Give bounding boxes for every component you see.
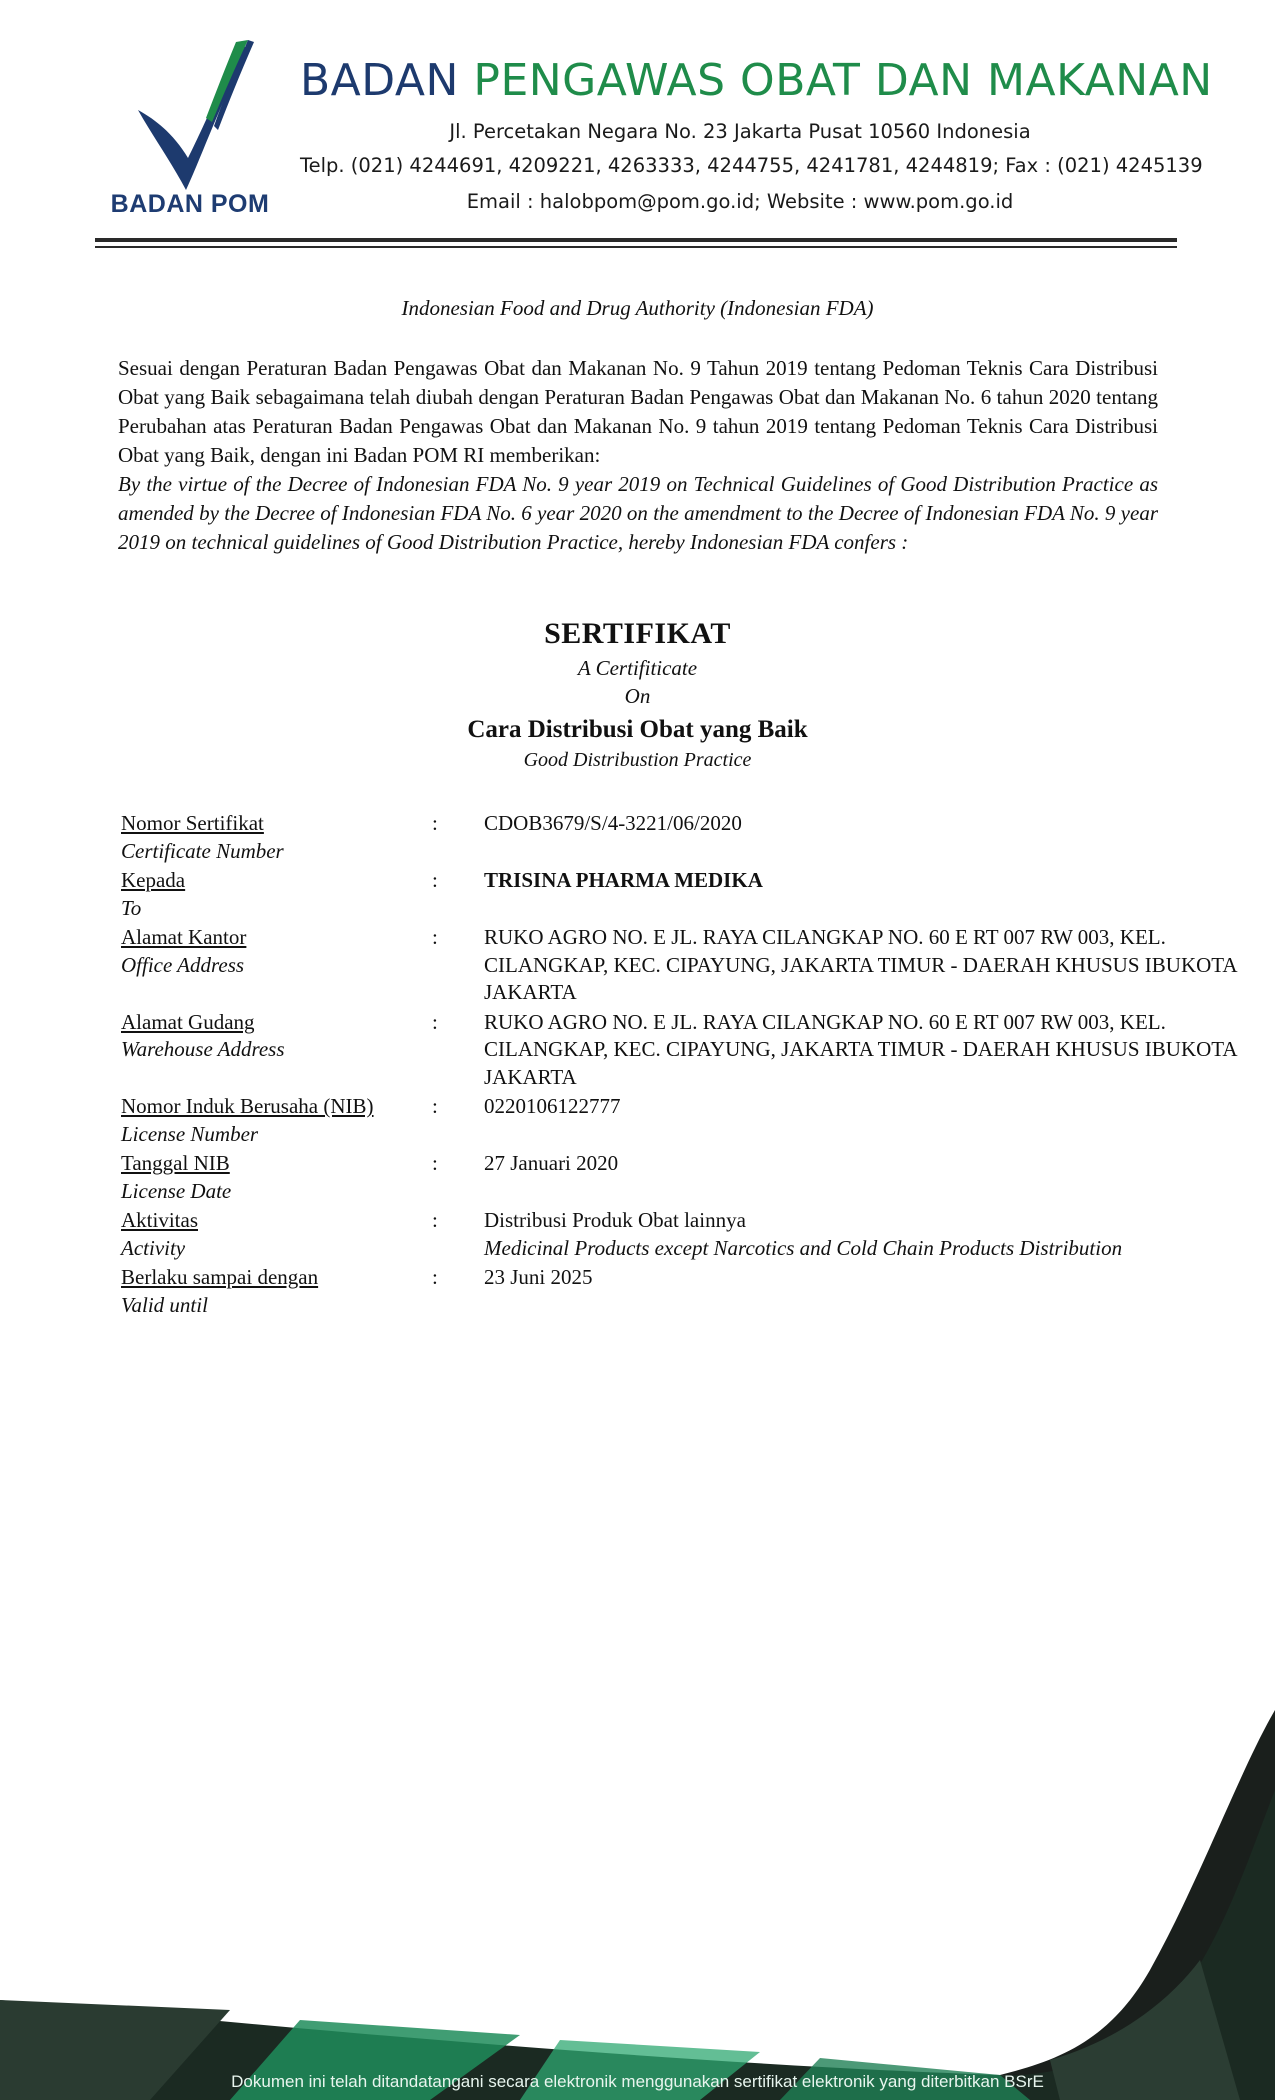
field-value: Distribusi Produk Obat lainnya bbox=[484, 1208, 746, 1232]
field-label: Nomor Induk Berusaha (NIB) bbox=[121, 1094, 374, 1118]
field-valid-until bbox=[121, 1264, 1161, 1319]
checkmark-logo-icon bbox=[130, 40, 260, 190]
header-divider-thin bbox=[95, 246, 1177, 248]
certificate-title-en: A Certifiticate bbox=[577, 656, 698, 680]
field-value: 27 Januari 2020 bbox=[484, 1151, 619, 1175]
certificate-on: On bbox=[624, 684, 651, 708]
field-activity bbox=[121, 1207, 1161, 1262]
field-label: Tanggal NIB bbox=[121, 1151, 230, 1175]
field-colon: : bbox=[432, 1094, 438, 1118]
field-label: Berlaku sampai dengan bbox=[121, 1265, 319, 1289]
field-label-en: Activity bbox=[121, 1235, 186, 1260]
field-label: Kepada bbox=[121, 868, 186, 892]
field-label-en: Warehouse Address bbox=[121, 1037, 285, 1061]
field-certificate-number bbox=[121, 810, 1161, 865]
logo-text: BADAN POM bbox=[110, 190, 270, 218]
field-colon: : bbox=[432, 811, 438, 835]
footer-wave-decoration bbox=[0, 1680, 1275, 2100]
field-colon: : bbox=[432, 1151, 438, 1175]
certificate-subject-en: Good Distribustion Practice bbox=[523, 749, 752, 771]
certificate-fields bbox=[121, 810, 1237, 1321]
field-colon: : bbox=[432, 1265, 438, 1289]
field-label-en: Valid until bbox=[121, 1292, 208, 1317]
field-label-en: Office Address bbox=[121, 952, 245, 977]
agency-address: Jl. Percetakan Negara No. 23 Jakarta Pusat 10560 Indonesia bbox=[449, 120, 1031, 143]
field-value: 23 Juni 2025 bbox=[484, 1265, 593, 1289]
certificate-title: SERTIFIKAT bbox=[544, 617, 731, 650]
preamble-indonesian: Sesuai dengan Peraturan Badan Pengawas Obat dan Makanan No. 9 Tahun 2019 tentang Pedoman Teknis Cara Distribusi Obat yang Baik sebagaimana telah diubah dengan Peraturan Badan Pengawas Obat dan Makanan No. 6 tahun 2020 tentang Perubahan atas Peraturan Badan Pengawas Obat dan Makanan No. 9 tahun 2019 tentang Pedoman Teknis Cara Distribusi Obat yang Baik, dengan ini Badan POM RI memberikan: bbox=[118, 356, 1158, 467]
agency-contact: Email : halobpom@pom.go.id; Website : www.pom.go.id bbox=[466, 190, 1014, 213]
field-value: CDOB3679/S/4-3221/06/2020 bbox=[484, 811, 742, 835]
field-label: Aktivitas bbox=[121, 1208, 198, 1232]
header-divider bbox=[95, 238, 1177, 242]
field-license-number bbox=[121, 1093, 1161, 1148]
electronic-signature-note: Dokumen ini telah ditandatangani secara elektronik menggunakan sertifikat elektronik yang diterbitkan BSrE bbox=[231, 2072, 1044, 2091]
badan-pom-logo bbox=[110, 40, 270, 220]
field-value: RUKO AGRO NO. E JL. RAYA CILANGKAP NO. 60 E RT 007 RW 003, KEL. CILANGKAP, KEC. CIPAYUNG, JAKARTA TIMUR - DAERAH KHUSUS IBUKOTA JAKARTA bbox=[484, 1009, 1237, 1089]
field-label-en: License Date bbox=[121, 1178, 232, 1203]
field-value: TRISINA PHARMA MEDIKA bbox=[484, 868, 763, 892]
preamble-english: By the virtue of the Decree of Indonesian FDA No. 9 year 2019 on Technical Guidelines of Good Distribution Practice as amended by the Decree of Indonesian FDA No. 6 year 2020 on the amendment to the Decree of Indonesian FDA No. 9 year 2019 on technical guidelines of Good Distribution Practice, hereby Indonesian FDA confers : bbox=[118, 472, 1158, 554]
field-value-en: Medicinal Products except Narcotics and Cold Chain Products Distribution bbox=[484, 1235, 1123, 1260]
agency-name bbox=[300, 55, 1213, 106]
field-license-date bbox=[121, 1150, 1161, 1205]
agency-name-part1: BADAN bbox=[300, 55, 459, 106]
field-label-en: Certificate Number bbox=[121, 838, 284, 863]
field-warehouse-address bbox=[121, 1009, 1237, 1092]
field-label-en: To bbox=[121, 895, 142, 920]
field-colon: : bbox=[432, 1208, 438, 1232]
field-colon: : bbox=[432, 925, 438, 949]
agency-name-part2: PENGAWAS OBAT DAN MAKANAN bbox=[473, 55, 1213, 106]
field-label-en: License Number bbox=[121, 1121, 259, 1146]
field-colon: : bbox=[432, 868, 438, 892]
field-value: 0220106122777 bbox=[484, 1094, 621, 1118]
field-label: Nomor Sertifikat bbox=[121, 811, 264, 835]
field-value: RUKO AGRO NO. E JL. RAYA CILANGKAP NO. 60 E RT 007 RW 003, KEL. CILANGKAP, KEC. CIPAYUNG, JAKARTA TIMUR - DAERAH KHUSUS IBUKOTA JAKARTA bbox=[484, 925, 1237, 1004]
field-label: Alamat Gudang bbox=[121, 1009, 255, 1034]
field-label: Alamat Kantor bbox=[121, 925, 247, 949]
field-office-address bbox=[121, 924, 1237, 1007]
field-to bbox=[121, 867, 1161, 922]
field-colon: : bbox=[432, 1009, 438, 1034]
agency-phone: Telp. (021) 4244691, 4209221, 4263333, 4244755, 4241781, 4244819; Fax : (021) 4245139 bbox=[300, 154, 1203, 177]
certificate-subject: Cara Distribusi Obat yang Baik bbox=[467, 716, 808, 743]
authority-name-en: Indonesian Food and Drug Authority (Indonesian FDA) bbox=[401, 296, 874, 320]
